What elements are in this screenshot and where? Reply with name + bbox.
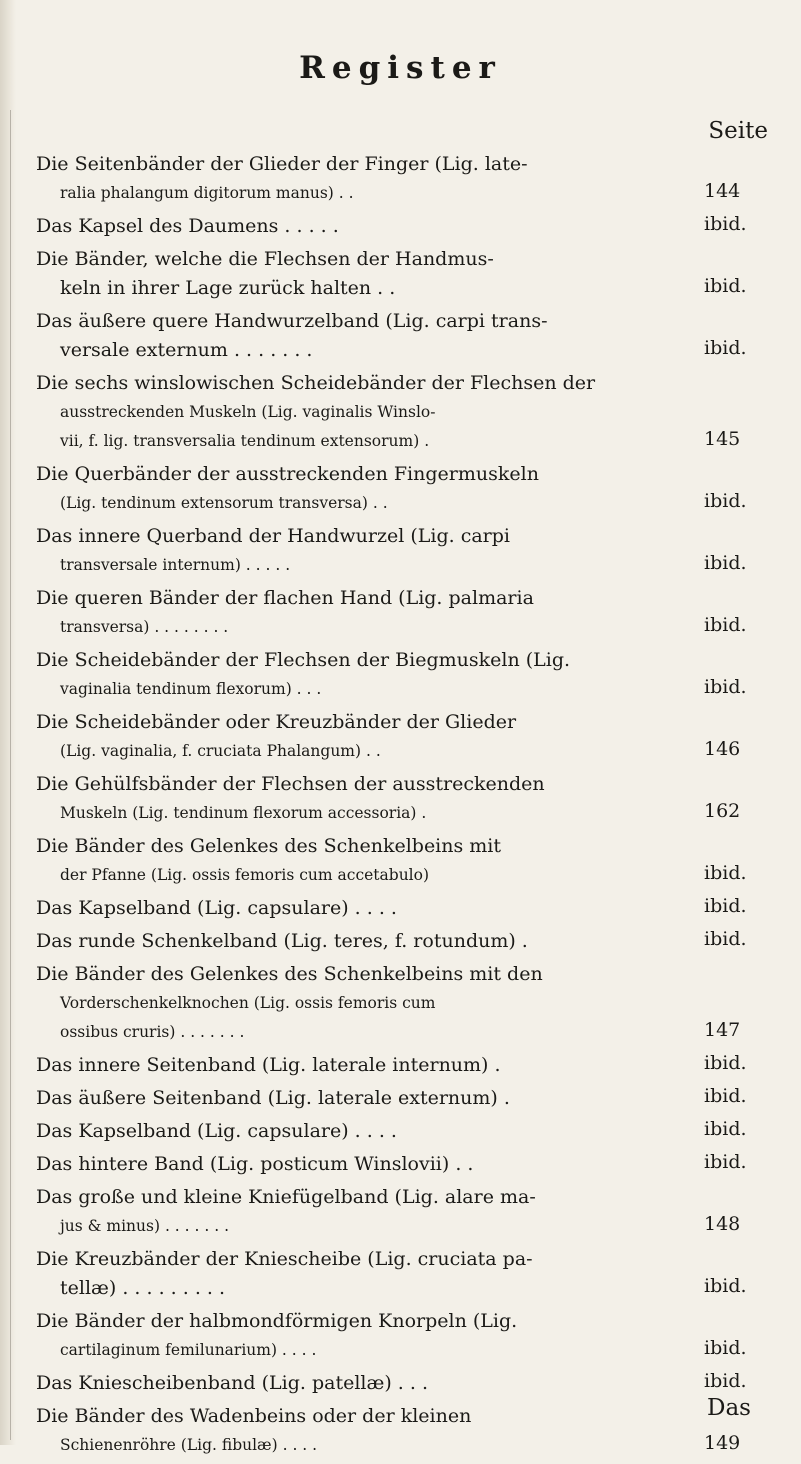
entry-page-number: ibid. [704,1275,747,1297]
entry-page-number: ibid. [704,895,747,917]
entry-text-line: Die Bänder des Gelenkes des Schenkelbeins mit [36,835,502,857]
entry-text-line: Vorderschenkelknochen (Lig. ossis femoris cum [60,994,436,1012]
entry-text-line: Die queren Bänder der flachen Hand (Lig. palmaria [36,587,534,609]
register-entry [36,1245,776,1303]
register-entry [36,1117,776,1146]
entry-page-number: ibid. [704,928,747,950]
margin-rule [10,110,11,1440]
register-entry [36,307,776,365]
register-entry [36,708,776,766]
entry-text-line: Das innere Querband der Handwurzel (Lig. carpi [36,525,510,547]
entry-text-line: Das Kapselband (Lig. capsulare) . . . . [36,897,397,919]
catchword: Das [707,1395,751,1421]
entry-text-line: keln in ihrer Lage zurück halten . . [60,277,396,299]
entry-page-number: 149 [704,1432,741,1454]
register-entry [36,646,776,704]
entry-text-line: der Pfanne (Lig. ossis femoris cum accetabulo) [60,866,430,884]
register-entry [36,369,776,456]
register-entry [36,927,776,956]
entry-text-line: Die Scheidebänder der Flechsen der Biegmuskeln (Lig. [36,649,571,671]
entry-page-number: 162 [704,800,741,822]
entry-page-number: ibid. [704,490,747,512]
entry-text-line: Die Querbänder der ausstreckenden Fingermuskeln [36,463,539,485]
entry-text-line: Das Kniescheibenband (Lig. patellæ) . . . [36,1372,429,1394]
entry-page-number: ibid. [704,1118,747,1140]
register-entry [36,894,776,923]
register-entry [36,212,776,241]
register-entries [36,150,776,1464]
entry-page-number: 146 [704,738,741,760]
register-entry [36,150,776,208]
entry-page-number: ibid. [704,1151,747,1173]
register-entry [36,245,776,303]
entry-text-line: Die Gehülfsbänder der Flechsen der ausstreckenden [36,773,545,795]
register-entry [36,1307,776,1365]
entry-text-line: ralia phalangum digitorum manus) . . [60,184,354,202]
register-entry [36,1051,776,1080]
register-entry [36,1183,776,1241]
entry-text-line: Schienenröhre (Lig. fibulæ) . . . . [60,1436,318,1454]
entry-page-number: ibid. [704,1370,747,1392]
register-entry [36,1084,776,1113]
register-entry [36,832,776,890]
entry-page-number: 147 [704,1019,741,1041]
register-entry [36,460,776,518]
entry-text-line: ossibus cruris) . . . . . . . [60,1023,245,1041]
entry-text-line: Die Seitenbänder der Glieder der Finger (Lig. late- [36,153,528,175]
entry-text-line: Das äußere quere Handwurzelband (Lig. carpi trans- [36,310,548,332]
entry-text-line: tellæ) . . . . . . . . . [60,1277,226,1299]
entry-text-line: versale externum . . . . . . . [60,339,313,361]
entry-page-number: ibid. [704,614,747,636]
entry-text-line: jus & minus) . . . . . . . [60,1217,229,1235]
entry-text-line: Die sechs winslowischen Scheidebänder der Flechsen der [36,372,596,394]
entry-page-number: ibid. [704,275,747,297]
register-entry [36,1402,776,1460]
entry-page-number: ibid. [704,1052,747,1074]
entry-text-line: Das Kapselband (Lig. capsulare) . . . . [36,1120,397,1142]
entry-text-line: Muskeln (Lig. tendinum flexorum accessoria) . [60,804,427,822]
entry-page-number: 144 [704,180,741,202]
register-entry [36,522,776,580]
entry-page-number: ibid. [704,862,747,884]
register-entry [36,1369,776,1398]
entry-page-number: ibid. [704,213,747,235]
page-edge-shadow [0,0,16,1445]
register-entry [36,770,776,828]
entry-text-line: vaginalia tendinum flexorum) . . . [60,680,322,698]
entry-text-line: Das Kapsel des Daumens . . . . . [36,215,339,237]
entry-text-line: cartilaginum femilunarium) . . . . [60,1341,317,1359]
entry-page-number: ibid. [704,676,747,698]
entry-text-line: Die Bänder der halbmondförmigen Knorpeln (Lig. [36,1310,518,1332]
entry-text-line: Die Bänder des Gelenkes des Schenkelbeins mit den [36,963,543,985]
page-title: Register [299,50,502,86]
entry-text-line: Die Scheidebänder oder Kreuzbänder der Glieder [36,711,517,733]
entry-page-number: ibid. [704,1337,747,1359]
register-entry [36,584,776,642]
entry-text-line: Die Bänder, welche die Flechsen der Handmus- [36,248,494,270]
entry-text-line: Die Bänder des Wadenbeins oder der kleinen [36,1405,472,1427]
entry-text-line: Das äußere Seitenband (Lig. laterale externum) . [36,1087,510,1109]
entry-text-line: ausstreckenden Muskeln (Lig. vaginalis Winslo- [60,403,436,421]
entry-page-number: ibid. [704,1085,747,1107]
entry-text-line: Die Kreuzbänder der Kniescheibe (Lig. cruciata pa- [36,1248,533,1270]
register-entry [36,960,776,1047]
entry-text-line: Das große und kleine Kniefügelband (Lig. alare ma- [36,1186,536,1208]
entry-text-line: Das runde Schenkelband (Lig. teres, f. rotundum) . [36,930,528,952]
entry-page-number: ibid. [704,337,747,359]
entry-page-number: 148 [704,1213,741,1235]
entry-page-number: 145 [704,428,741,450]
entry-page-number: ibid. [704,552,747,574]
entry-text-line: transversa) . . . . . . . . [60,618,229,636]
entry-text-line: Das hintere Band (Lig. posticum Winslovii) . . [36,1153,474,1175]
register-entry [36,1150,776,1179]
entry-text-line: Das innere Seitenband (Lig. laterale internum) . [36,1054,501,1076]
entry-text-line: (Lig. tendinum extensorum transversa) . . [60,494,388,512]
entry-text-line: (Lig. vaginalia, f. cruciata Phalangum) . . [60,742,381,760]
entry-text-line: transversale internum) . . . . . [60,556,291,574]
page-column-header: Seite [708,118,768,144]
entry-text-line: vii, f. lig. transversalia tendinum extensorum) . [60,432,430,450]
